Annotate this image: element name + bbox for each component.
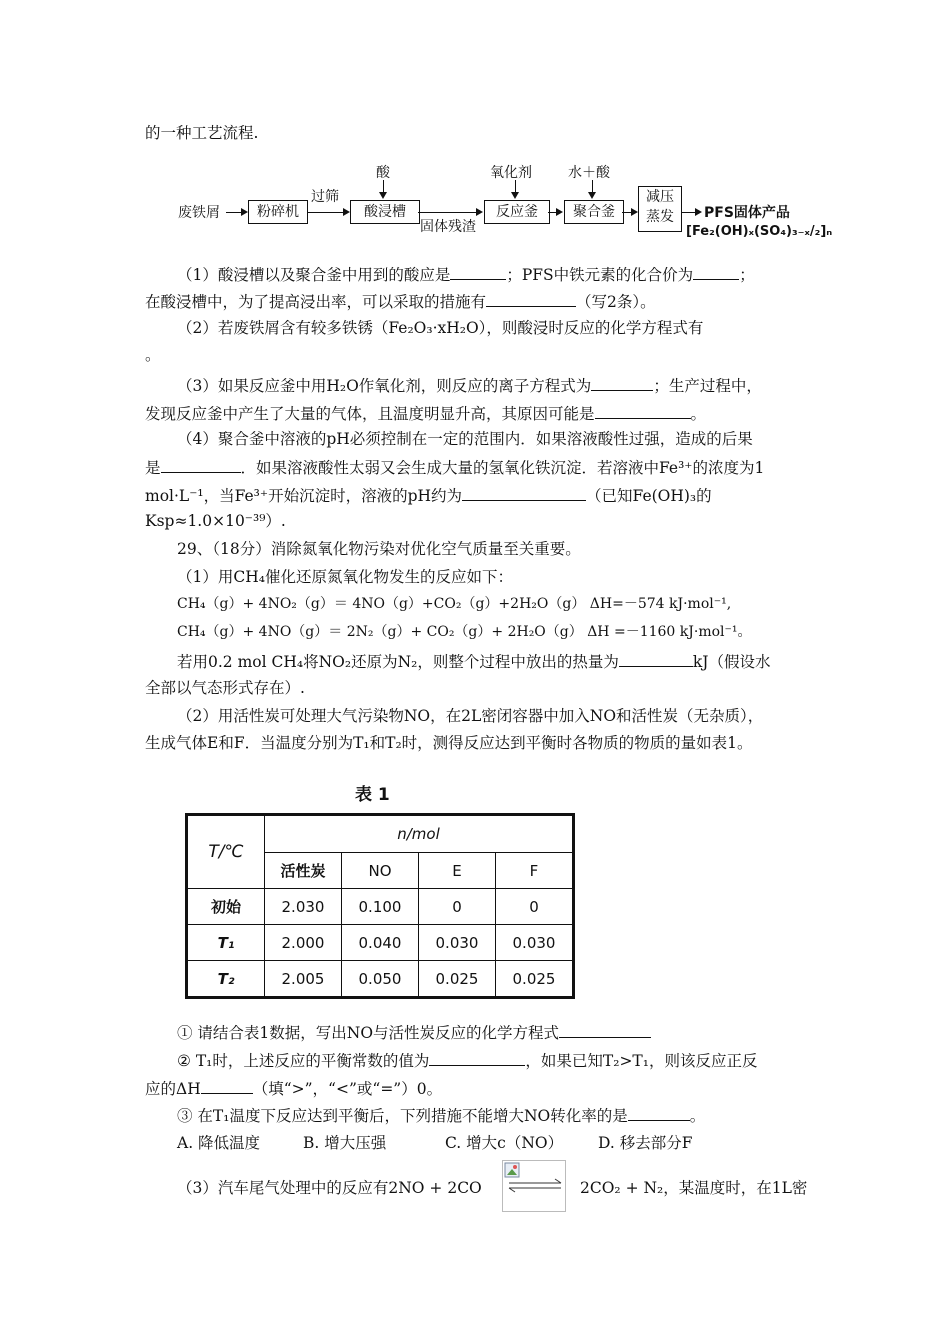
choice-b[interactable]: B. 增大压强 [303, 1134, 387, 1152]
q4-text-c: ．如果溶液酸性太弱又会生成大量的氢氧化铁沉淀．若溶液中Fe³⁺的浓度为1 [240, 459, 765, 477]
flow-box-evaporator [638, 186, 682, 232]
subq-1 [177, 1021, 651, 1043]
flow-product: PFS固体产品 [704, 205, 790, 221]
q29-text-a: 若用0.2 mol CH₄将NO₂还原为N₂，则整个过程中放出的热量为 [177, 653, 619, 671]
q29-part1-question [177, 650, 770, 672]
flow-box-evaporator-line1: 减压 [646, 189, 674, 205]
q4-line1: （4）聚合釜中溶液的pH必须控制在一定的范围内．如果溶液酸性过强，造成的后果 [177, 430, 753, 448]
q29-part2-line2: 生成气体E和F．当温度分别为T₁和T₂时，测得反应达到平衡时各物质的物质的量如表1。 [145, 734, 753, 752]
q29-part2-line1: （2）用活性炭可处理大气污染物NO，在2L密闭容器中加入NO和活性炭（无杂质）， [177, 707, 764, 725]
subq-3-text: ③ 在T₁温度下反应达到平衡后，下列措施不能增大NO转化率的是 [177, 1107, 628, 1125]
q1-text-a: （1）酸浸槽以及聚合釜中用到的酸应是 [177, 266, 451, 284]
q2-line1: （2）若废铁屑含有较多铁锈（Fe₂O₃·xH₂O），则酸浸时反应的化学方程式有 [177, 319, 704, 337]
choice-c[interactable]: C. 增大c（NO） [445, 1134, 564, 1152]
q3-text-d: 。 [690, 405, 707, 423]
q4-line4: Ksp≈1.0×10⁻³⁹）. [145, 512, 286, 530]
q1-text-c: ； [739, 266, 755, 284]
arrow [515, 180, 516, 197]
subq-2-text-c: 应的ΔH [145, 1080, 201, 1098]
flow-label-residue: 固体残渣 [420, 219, 476, 235]
answer-blank[interactable] [161, 456, 241, 473]
q4-text-e: （已知Fe(OH)₃的 [586, 487, 712, 505]
subq-2-text-a: ② T₁时，上述反应的平衡常数的值为 [177, 1052, 430, 1070]
flow-box-leach-tank: 酸浸槽 [350, 200, 420, 224]
flow-box-polymerizer: 聚合釜 [564, 200, 624, 224]
q29-heading: 29、（18分）消除氮氧化物污染对优化空气质量至关重要。 [177, 540, 581, 558]
q29-part3-text-b: 2CO₂ + N₂，某温度时，在1L密 [580, 1179, 808, 1197]
q3-text-a: （3）如果反应釜中用H₂O作氧化剂，则反应的离子方程式为 [177, 377, 592, 395]
equation-2: CH₄（g）+ 4NO（g）＝ 2N₂（g）+ CO₂（g）+ 2H₂O（g） ΔH =－1160 kJ·mol⁻¹。 [177, 624, 752, 640]
q29-part3-text-a: （3）汽车尾气处理中的反应有2NO + 2CO [177, 1179, 482, 1197]
q1-text-e: （写2条）。 [576, 293, 656, 311]
table-cell: 0.100 [342, 889, 419, 925]
answer-blank[interactable] [628, 1104, 690, 1121]
q4-text-d: mol·L⁻¹，当Fe³⁺开始沉淀时，溶液的pH约为 [145, 487, 463, 505]
q4-line2 [145, 456, 764, 478]
answer-blank[interactable] [619, 650, 693, 667]
table-group-header: n/mol [265, 815, 574, 853]
choice-a[interactable]: A. 降低温度 [177, 1134, 261, 1152]
table-col-header: NO [342, 853, 419, 889]
table-cell: 0.040 [342, 925, 419, 961]
arrow [592, 180, 593, 197]
table-cell: 2.030 [265, 889, 342, 925]
table-cell: 0.025 [419, 961, 496, 998]
answer-blank[interactable] [201, 1077, 253, 1094]
table-cell: 2.000 [265, 925, 342, 961]
arrow [548, 212, 561, 213]
q29-part1: （1）用CH₄催化还原氮氧化物发生的反应如下： [177, 568, 513, 586]
flow-start: 废铁屑 [178, 205, 220, 221]
q29-part1-note: 全部以气态形式存在）. [145, 679, 305, 697]
q4-line3 [145, 484, 712, 506]
arrow [622, 212, 636, 213]
process-flow-diagram [178, 160, 833, 255]
table-row [187, 925, 574, 961]
table-title: 表 1 [355, 785, 390, 805]
table-cell: 2.005 [265, 961, 342, 998]
choice-d[interactable]: D. 移去部分F [598, 1134, 693, 1152]
flow-label-oxidant: 氧化剂 [490, 165, 532, 181]
equilibrium-arrow-image [502, 1160, 566, 1212]
table-row-label: T₂ [187, 961, 265, 998]
arrow [682, 212, 700, 213]
q29-text-b: kJ（假设水 [692, 653, 771, 671]
table-cell: 0.030 [419, 925, 496, 961]
flow-label-sieve: 过筛 [311, 189, 339, 205]
table-col-header: E [419, 853, 496, 889]
equation-1: CH₄（g）+ 4NO₂（g）＝ 4NO（g）+CO₂（g）+2H₂O（g） ΔH=－574 kJ·mol⁻¹, [177, 596, 732, 612]
arrow [383, 180, 384, 197]
intro-text: 的一种工艺流程. [145, 124, 259, 142]
table-col-header: 活性炭 [265, 853, 342, 889]
table-header-row [187, 815, 574, 853]
table-row-label: T₁ [187, 925, 265, 961]
table-row [187, 889, 574, 925]
q1-line2 [145, 290, 656, 312]
table-cell: 0 [496, 889, 574, 925]
subq-2-line1 [177, 1049, 757, 1071]
answer-blank[interactable] [486, 290, 576, 307]
table-cell: 0 [419, 889, 496, 925]
table-row [187, 961, 574, 998]
flow-product-formula: [Fe₂(OH)ₓ(SO₄)₃₋ₓ/₂]ₙ [686, 224, 833, 239]
q1-text-b: ；PFS中铁元素的化合价为 [506, 266, 694, 284]
q1-text-d: 在酸浸槽中，为了提高浸出率，可以采取的措施有 [145, 293, 487, 311]
subq-2-text-d: （填“>”，“<”或“=”）0。 [252, 1080, 443, 1098]
table-col-header: F [496, 853, 574, 889]
flow-box-reactor: 反应釜 [484, 200, 550, 224]
table-cell: 0.050 [342, 961, 419, 998]
answer-blank[interactable] [462, 484, 586, 501]
flow-label-water-acid: 水＋酸 [568, 165, 610, 181]
flow-box-crusher: 粉碎机 [248, 200, 308, 224]
subq-2-line2 [145, 1077, 442, 1099]
answer-blank[interactable] [429, 1049, 525, 1066]
answer-blank[interactable] [591, 374, 653, 391]
answer-blank[interactable] [693, 263, 739, 280]
q3-line2 [145, 402, 706, 424]
table-cell: 0.030 [496, 925, 574, 961]
answer-blank[interactable] [559, 1021, 651, 1038]
data-table [185, 813, 575, 999]
table-row-label: 初始 [187, 889, 265, 925]
flow-label-acid: 酸 [376, 165, 390, 181]
flow-box-evaporator-line2: 蒸发 [646, 209, 674, 225]
arrow [418, 212, 481, 213]
subq-2-text-b: ，如果已知T₂>T₁，则该反应正反 [525, 1052, 758, 1070]
answer-blank[interactable] [450, 263, 506, 280]
answer-blank[interactable] [595, 402, 691, 419]
subq-3-end: 。 [689, 1107, 706, 1125]
broken-image-icon [503, 1161, 565, 1211]
table-corner-header: T/℃ [187, 815, 265, 889]
table-cell: 0.025 [496, 961, 574, 998]
q3-line1 [177, 374, 762, 396]
arrow [226, 212, 246, 213]
arrow [308, 212, 348, 213]
q3-text-b: ；生产过程中， [653, 377, 762, 395]
subq-1-text: ① 请结合表1数据，写出NO与活性炭反应的化学方程式 [177, 1024, 560, 1042]
q2-line2: 。 [145, 346, 161, 364]
q4-text-b: 是 [145, 459, 161, 477]
q1-line1 [177, 263, 755, 285]
subq-3 [177, 1104, 705, 1126]
q3-text-c: 发现反应釜中产生了大量的气体，且温度明显升高，其原因可能是 [145, 405, 595, 423]
